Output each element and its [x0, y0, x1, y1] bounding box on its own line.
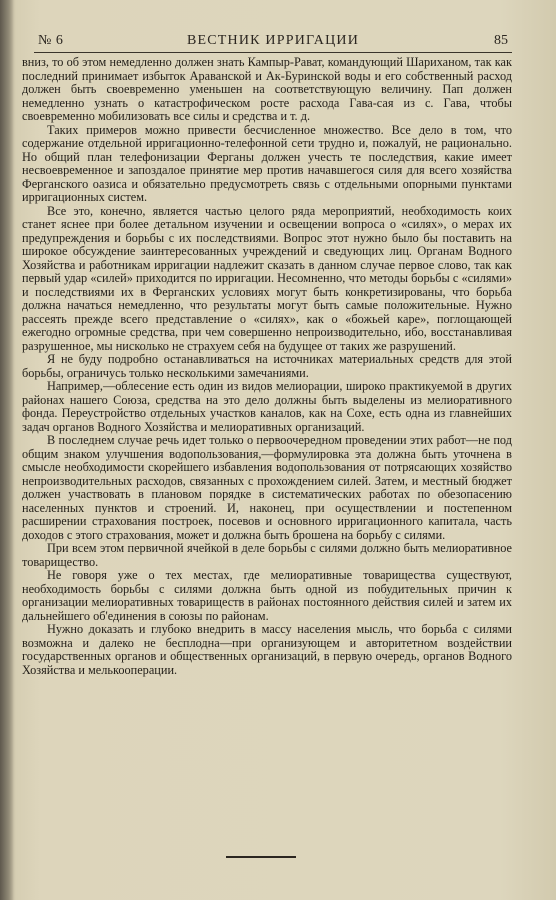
paragraph: Все это, конечно, является частью целого ряда мероприятий, необходимость коих станет яснее при более детальном изучении и освещении вопроса о «силях», о мерах их предупреждения и борьбы с их последствиями. Вопрос этот нужно было бы поставить на широкое обсуждение заинтересованных учреждений и сведующих лиц. Органам Водного Хозяйства и работникам ирригации надлежит сказать в данном случае первое слово, так как первый удар «силей» приходится по ирригации. Несомненно, что методы борьбы с «силями» и последствиями их в Ферганских условиях могут быть конкретизированы, что борьба должна начаться немедленно, что результаты могут быть самые положительные. Нужно рассеять прежде всего представление о «силях», как о «божьей каре», поглощающей ежегодно огромные средства, при чем совершенно непроизводительно, ибо, восстанавливая разрушенное, мы нисколько не страхуем себя на будущее от таких же разрушений.: [22, 203, 512, 353]
article-end-rule: [226, 856, 296, 858]
running-header: [38, 33, 508, 51]
book-spine-shadow: [0, 0, 14, 900]
paragraph: Таких примеров можно привести бесчисленное множество. Все дело в том, что содержание отдельной ирригационно-телефонной сети трудно и, пожалуй, не рационально. Но общий план телефонизации Ферганы должен учесть те последствия, какие имеет несвоевременное и запоздалое принятие мер против начавшегося силя для всего хозяйства Ферганского оазиса и обязательно предусмотреть связь с отдельными опорными пунктами ирригационных систем.: [22, 122, 512, 204]
paragraph-continued: вниз, то об этом немедленно должен знать Кампыр-Рават, командующий Шариханом, так как последний принимает избыток Араванской и Ак-Буринской воды и его собственный расход должен быть своевременно уменьшен на соответствующую величину. Пап должен немедленно узнать о катастрофическом росте расхода Гава-сая из с. Гава, чтобы своевременно мобилизовать все силы и средства и т. д.: [22, 55, 512, 123]
paragraph: Я не буду подробно останавливаться на источниках материальных средств для этой борьбы, ограничусь только несколькими замечаниями.: [22, 352, 512, 380]
paragraph: Нужно доказать и глубоко внедрить в массу населения мысль, что борьба с силями возможна и далеко не бесплодна—при организующем и авторитетном воздействии государственных органов и общественных организаций, в первую очередь, органов Водного Хозяйства и мелькооперации.: [22, 622, 512, 677]
article-body: [22, 56, 512, 677]
paragraph: Например,—облесение есть один из видов мелиорации, широко практикуемой в других районах нашего Союза, средства на это дело должны быть выделены из мелиоративного фонда. Переустройство отдельных участков каналов, как на Сохе, есть одна из главнейших задач органов Водного Хозяйства и мелиоративных организаций.: [22, 379, 512, 434]
page-number: 85: [494, 33, 508, 48]
journal-title: ВЕСТНИК ИРРИГАЦИИ: [186, 33, 360, 48]
paragraph: При всем этом первичной ячейкой в деле борьбы с силями должно быть мелиоративное товарищество.: [22, 541, 512, 569]
paragraph: В последнем случае речь идет только о первоочередном проведении этих работ—не под общим знаком улучшения водопользования,—формулировка эта должна быть уточнена в смысле необходимости скорейшего избавления водопользования от потрясающих хозяйство непроизводительных расходов, связанных с прохождением силей. Затем, и местный бюджет должен участвовать в плановом порядке в систематических работах по обезопасению населенных пунктов и строений. И, наконец, при осуществлении и постепенном расширении страхования построек, посевов и основного ирригационного капитала, часть доходов с этого страхования, может и должна быть брошена на борьбу с силями.: [22, 433, 512, 542]
paragraph: Не говоря уже о тех местах, где мелиоративные товарищества существуют, необходимость борьбы с силями должна быть одной из побудительных причин к организации мелиоративных товариществ в районах постоянного действия силей и затем их дальнейшего об'единения в союзы по районам.: [22, 568, 512, 623]
issue-number: № 6: [38, 33, 64, 48]
header-rule: [34, 52, 512, 53]
